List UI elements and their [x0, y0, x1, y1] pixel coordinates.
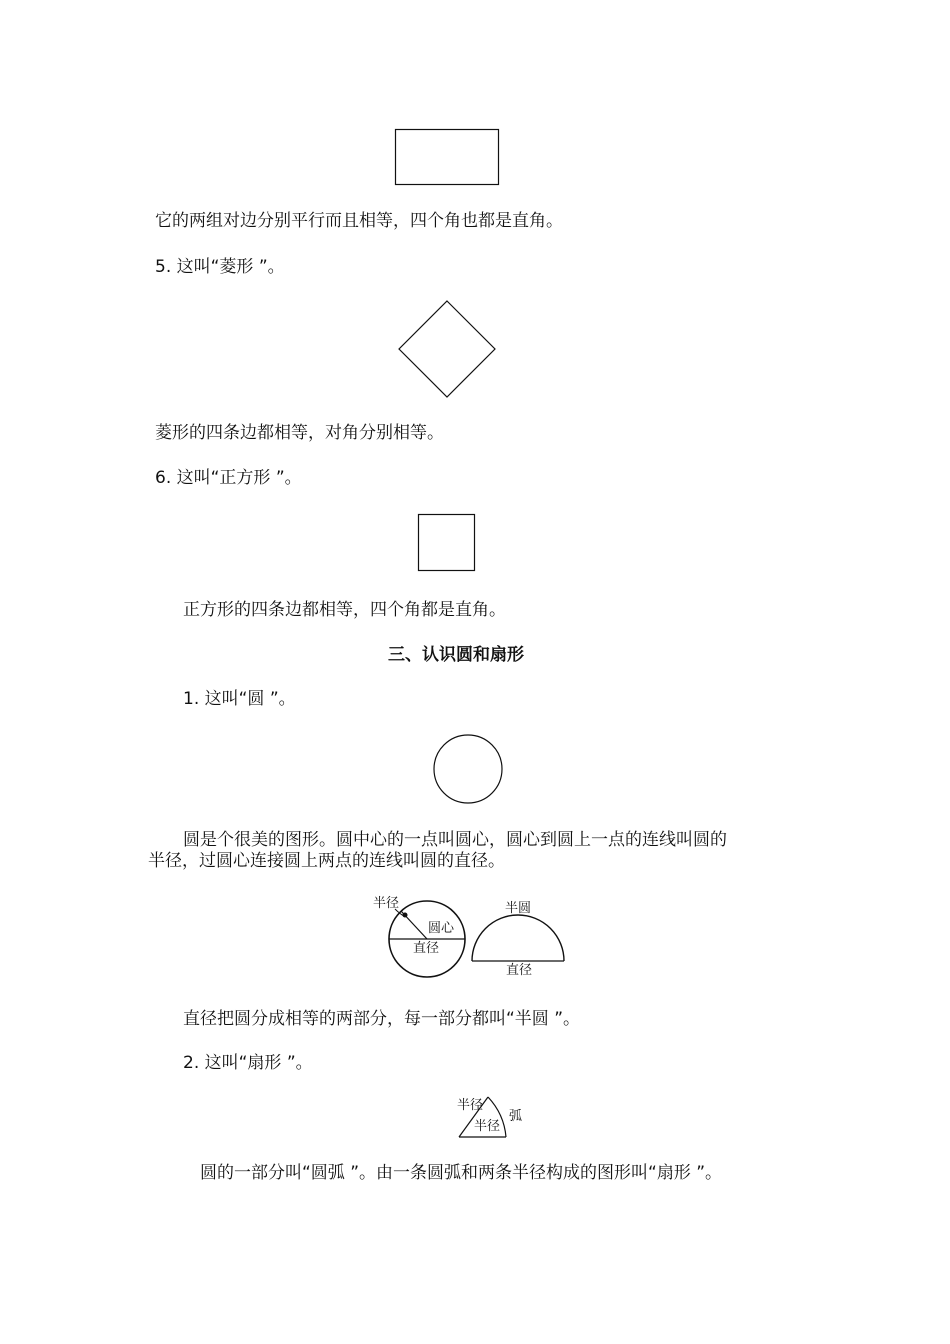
circle-parts-diagram	[389, 901, 465, 977]
sector-label-arc: 弧	[509, 1109, 523, 1124]
circle-description-line1: 圆是个很美的图形。圆中心的一点叫圆心，圆心到圆上一点的连线叫圆的	[183, 830, 727, 850]
square-caption: 正方形的四条边都相等，四个角都是直角。	[183, 600, 506, 620]
label-center: 圆心	[428, 921, 455, 936]
radius-point	[403, 913, 408, 918]
sector-caption: 圆的一部分叫“圆弧 ”。由一条圆弧和两条半径构成的图形叫“扇形 ”。	[200, 1163, 723, 1183]
rectangle-caption: 它的两组对边分别平行而且相等，四个角也都是直角。	[155, 211, 563, 231]
rectangle-shape	[396, 130, 499, 185]
label-diameter: 直径	[413, 941, 440, 956]
circle-description-line2: 半径，过圆心连接圆上两点的连线叫圆的直径。	[148, 851, 505, 871]
rhombus-caption: 菱形的四条边都相等，对角分别相等。	[155, 423, 444, 443]
label-semicircle-diameter: 直径	[506, 963, 533, 978]
label-semicircle: 半圆	[505, 901, 532, 916]
label-radius: 半径	[373, 896, 400, 911]
item-6-square: 6. 这叫“正方形 ”。	[155, 468, 302, 488]
item-1-circle: 1. 这叫“圆 ”。	[183, 689, 296, 709]
item-5-rhombus: 5. 这叫“菱形 ”。	[155, 257, 285, 277]
item-2-sector: 2. 这叫“扇形 ”。	[183, 1053, 313, 1073]
section-title: 三、认识圆和扇形	[388, 645, 524, 665]
sector-label-radius-top: 半径	[457, 1098, 484, 1113]
square-shape	[419, 515, 475, 571]
semicircle-caption: 直径把圆分成相等的两部分，每一部分都叫“半圆 ”。	[183, 1009, 581, 1029]
rhombus-shape	[399, 301, 495, 397]
semicircle-diagram	[472, 915, 564, 961]
sector-label-radius-inner: 半径	[474, 1119, 501, 1134]
circle-shape	[434, 735, 502, 803]
semicircle-arc	[472, 915, 564, 961]
